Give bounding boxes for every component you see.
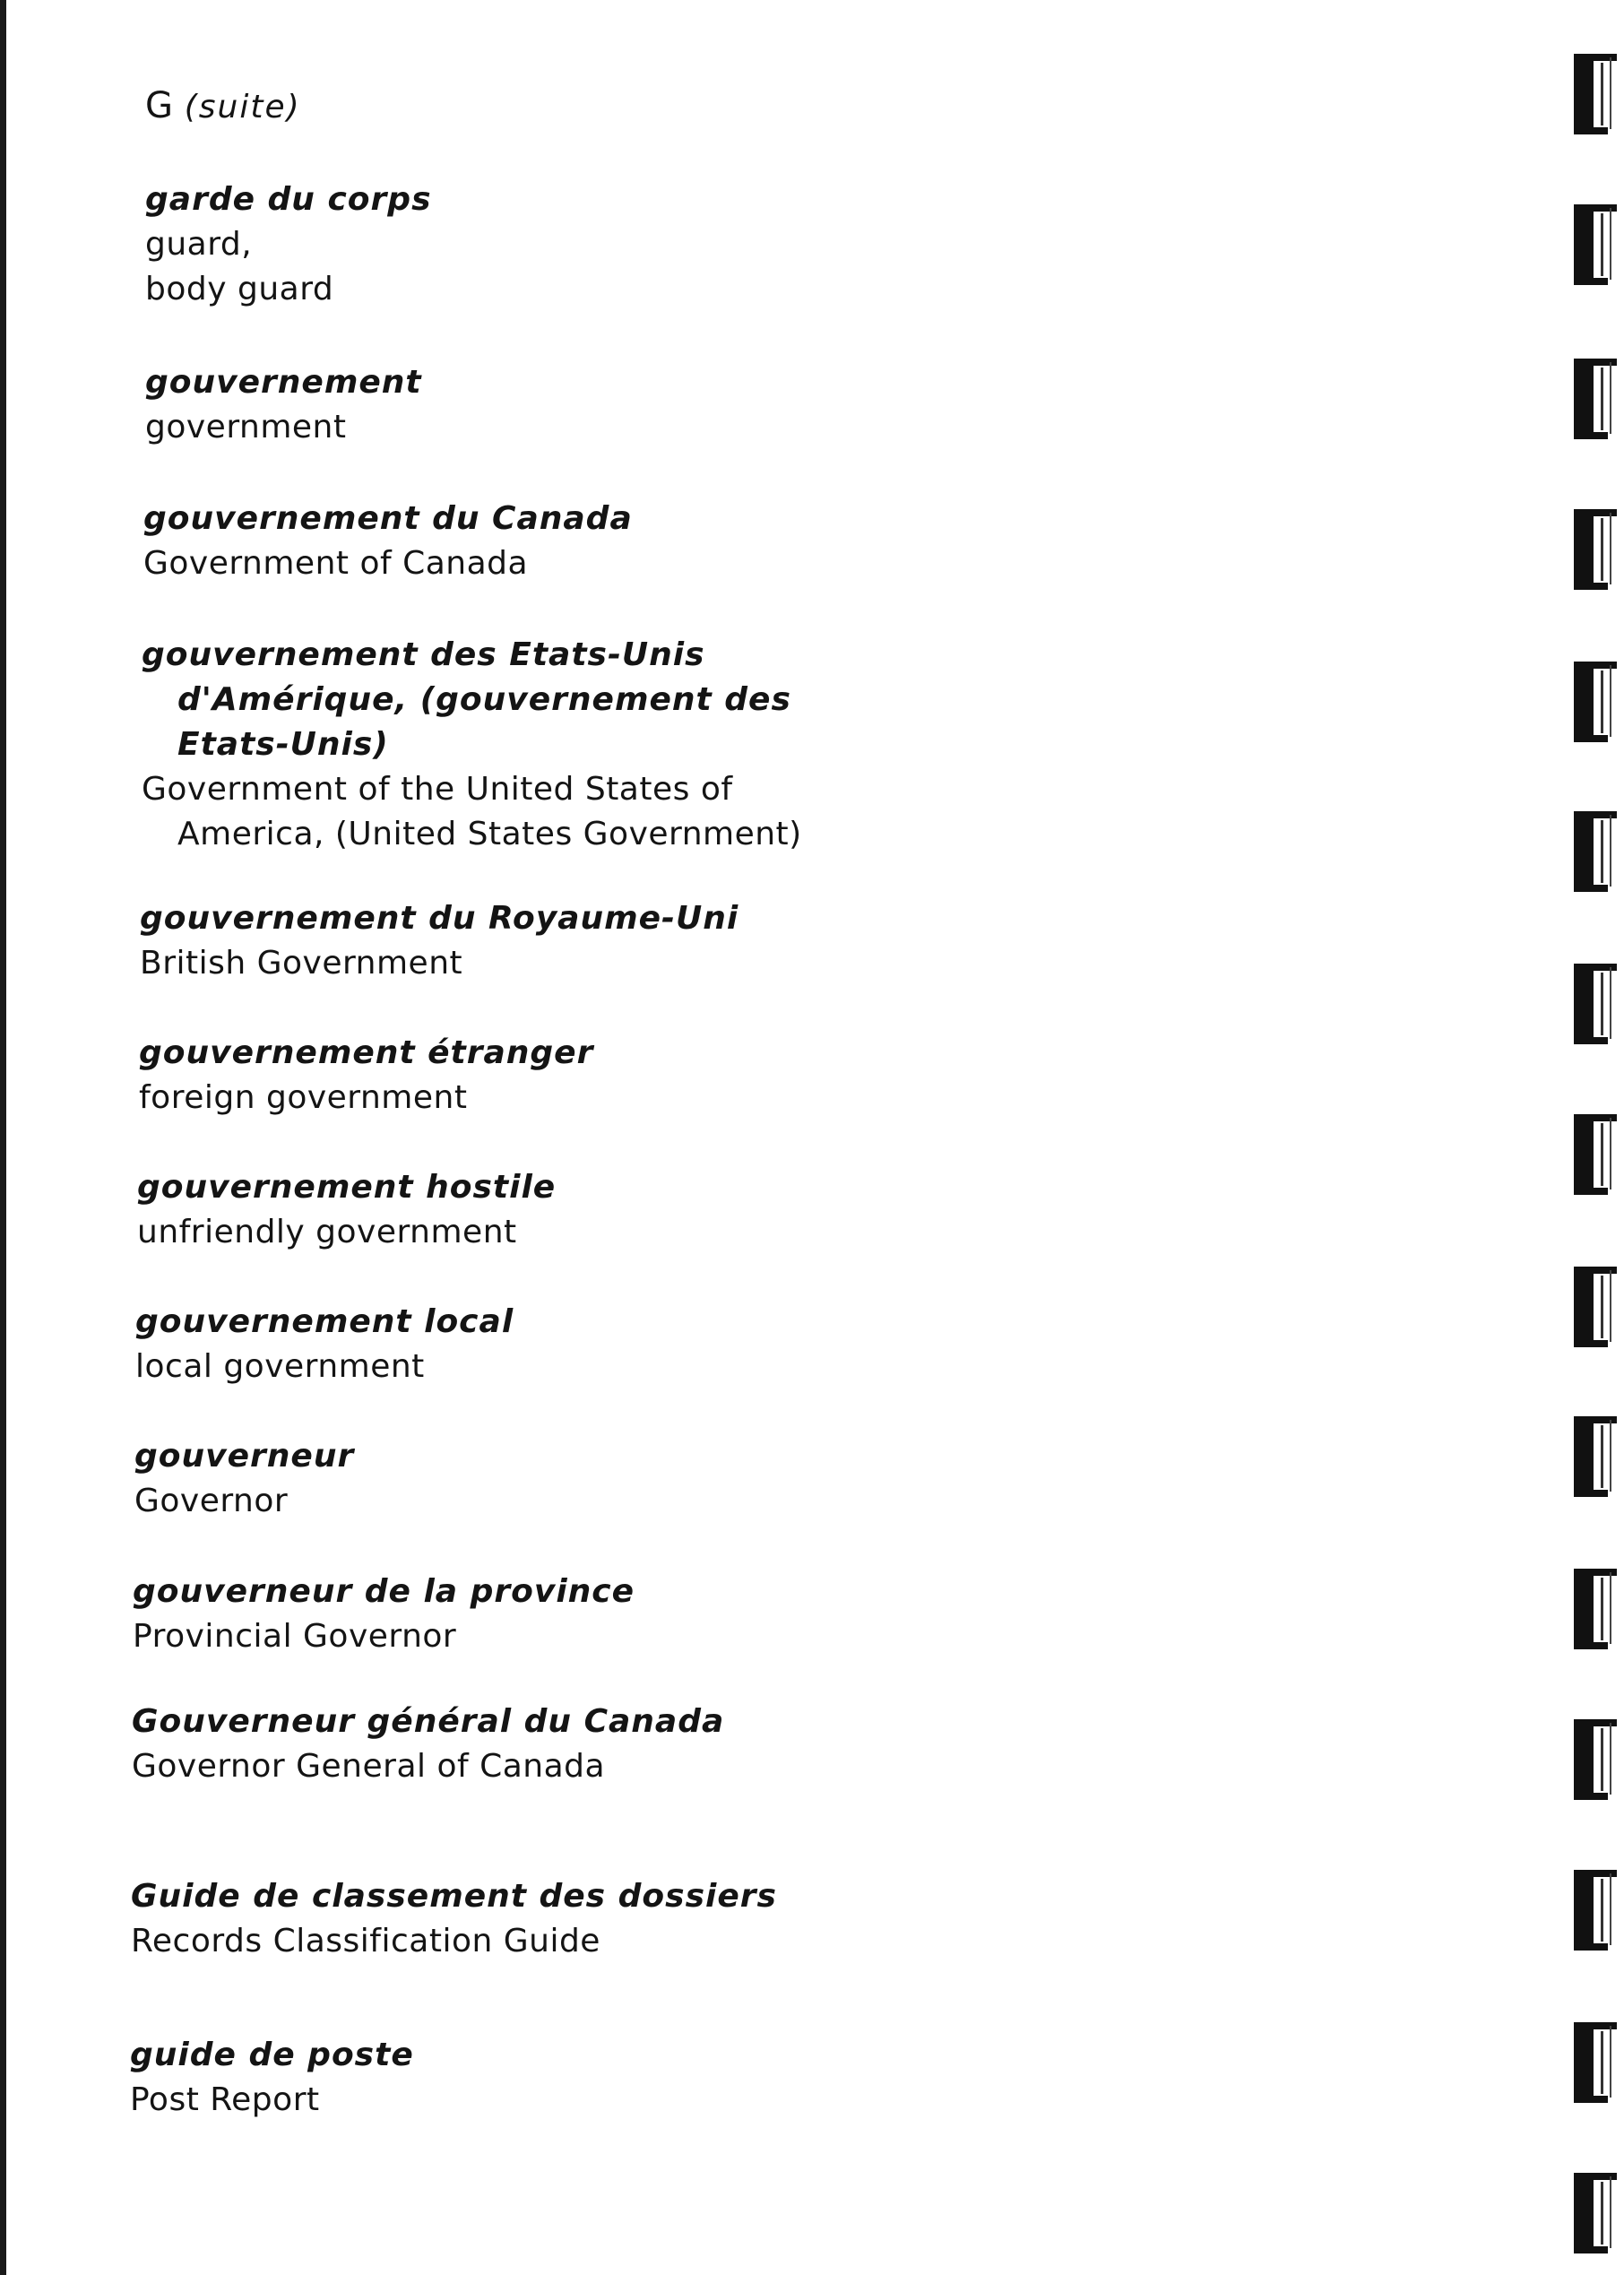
english-term: British Government	[140, 945, 463, 982]
english-term: Government of Canada	[143, 545, 529, 582]
english-term: body guard	[145, 271, 334, 307]
binding-ring-icon	[1574, 811, 1624, 892]
glossary-entry	[145, 177, 432, 312]
section-suffix: (suite)	[184, 89, 301, 125]
glossary-entry	[134, 1434, 354, 1524]
french-term: gouvernement hostile	[137, 1169, 557, 1206]
section-letter: G	[145, 85, 173, 126]
english-term: local government	[135, 1348, 425, 1385]
french-term: guide de poste	[130, 2037, 414, 2073]
english-term: Governor	[134, 1483, 289, 1519]
binding-ring-icon	[1574, 509, 1624, 590]
glossary-entry	[130, 2033, 414, 2123]
french-term: garde du corps	[145, 181, 432, 218]
page-header	[145, 85, 301, 126]
glossary-entry	[145, 360, 422, 450]
french-term: gouvernement étranger	[139, 1034, 594, 1071]
french-term: gouverneur	[134, 1438, 355, 1475]
glossary-entry	[142, 633, 802, 857]
binding-ring-icon	[1574, 54, 1624, 134]
french-term: Gouverneur général du Canada	[132, 1703, 725, 1740]
glossary-entry	[135, 1300, 514, 1389]
binding-ring-icon	[1574, 1267, 1624, 1347]
english-term: Provincial Governor	[133, 1618, 457, 1655]
english-term: Records Classification Guide	[131, 1923, 600, 1959]
french-term: Guide de classement des dossiers	[131, 1878, 777, 1915]
binding-ring-icon	[1574, 1569, 1624, 1649]
glossary-entry	[140, 896, 739, 986]
binding-ring-icon	[1574, 2173, 1624, 2253]
binding-ring-icon	[1574, 662, 1624, 742]
glossary-entry	[132, 1700, 724, 1789]
english-term: government	[145, 409, 347, 445]
glossary-entry	[131, 1874, 777, 1964]
binding-ring-icon	[1574, 204, 1624, 285]
binding-ring-icon	[1574, 2022, 1624, 2103]
french-term: gouverneur de la province	[133, 1573, 635, 1610]
english-term: America, (United States Government)	[177, 816, 802, 852]
french-term: gouvernement local	[135, 1303, 514, 1340]
french-term: gouvernement des Etats-Unis	[142, 636, 705, 673]
glossary-entry	[139, 1031, 593, 1120]
binding-ring-icon	[1574, 1719, 1624, 1800]
french-term: d'Amérique, (gouvernement des	[177, 681, 791, 718]
french-term: gouvernement	[145, 364, 422, 401]
binding-ring-icon	[1574, 1870, 1624, 1951]
english-term: Post Report	[130, 2081, 320, 2118]
glossary-entry	[137, 1165, 556, 1255]
binding-ring-icon	[1574, 964, 1624, 1044]
page-left-edge	[0, 0, 6, 2275]
glossary-entry	[143, 497, 633, 586]
binding-ring-icon	[1574, 1416, 1624, 1497]
french-term: Etats-Unis)	[177, 726, 389, 763]
english-term: unfriendly government	[137, 1214, 517, 1250]
english-term: foreign government	[139, 1079, 468, 1116]
french-term: gouvernement du Canada	[143, 500, 633, 537]
binding-ring-icon	[1574, 1114, 1624, 1195]
english-term: Government of the United States of	[142, 771, 733, 808]
french-term: gouvernement du Royaume-Uni	[140, 900, 739, 937]
spiral-binding	[1567, 0, 1624, 2275]
binding-ring-icon	[1574, 359, 1624, 439]
english-term: guard,	[145, 226, 253, 263]
glossary-entry	[133, 1570, 635, 1659]
english-term: Governor General of Canada	[132, 1748, 606, 1785]
